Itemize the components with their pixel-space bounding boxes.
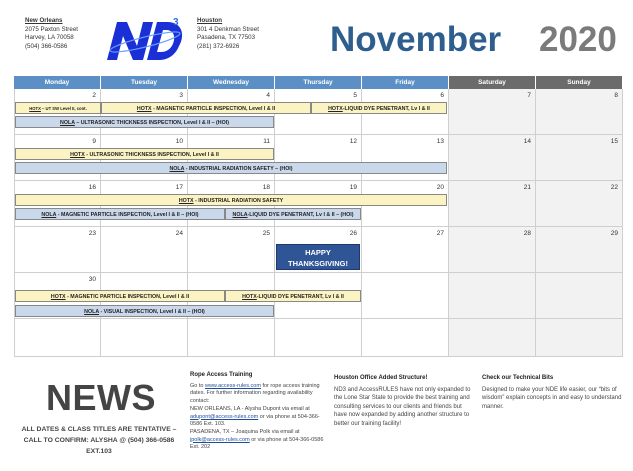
weekday-header: Wednesday	[188, 76, 275, 89]
year-title: 2020	[539, 20, 617, 59]
holiday-line: HAPPY	[305, 248, 331, 257]
day-cell[interactable]	[188, 319, 275, 357]
day-number: 6	[440, 92, 444, 99]
day-number: 20	[436, 184, 444, 191]
day-cell[interactable]	[14, 227, 101, 273]
day-cell[interactable]	[362, 273, 449, 319]
weekday-header: Thursday	[275, 76, 362, 89]
event-location: HOTX	[136, 106, 152, 112]
event-title: – ULTRASONIC THICKNESS INSPECTION, Level I & II – (HOI)	[74, 120, 229, 126]
day-number: 8	[614, 92, 618, 99]
weekday-header: Saturday	[449, 76, 536, 89]
column-heading: Check our Technical Bits	[482, 375, 554, 381]
event-title: - VISUAL INSPECTION, Level I & II – (HOI)	[98, 309, 205, 315]
day-cell[interactable]	[536, 319, 623, 357]
day-number: 21	[523, 184, 531, 191]
day-cell[interactable]	[536, 181, 623, 227]
day-number: 9	[92, 138, 96, 145]
technical-bits-column	[482, 374, 622, 411]
event-bar[interactable]	[15, 305, 274, 317]
weekday-header: Monday	[14, 76, 101, 89]
day-cell[interactable]	[188, 227, 275, 273]
event-location: HOTX	[50, 294, 66, 300]
day-number: 3	[179, 92, 183, 99]
event-title: - INDUSTRIAL RADIATION SAFETY – (HOI)	[184, 166, 293, 172]
event-title: -LIQUID DYE PENETRANT, Lv I & II	[342, 106, 430, 112]
email-link[interactable]: jpolk@access-rules.com	[190, 436, 250, 443]
day-number: 19	[349, 184, 357, 191]
day-cell[interactable]	[362, 319, 449, 357]
day-number: 26	[349, 230, 357, 237]
column-heading: Rope Access Training	[190, 372, 253, 378]
address-line: Pasadena, TX 77503	[197, 34, 256, 42]
day-number: 23	[88, 230, 96, 237]
event-title: - ULTRASONIC THICKNESS INSPECTION, Level I & II	[84, 152, 219, 158]
day-cell[interactable]	[275, 135, 362, 181]
text-span: NEW ORLEANS, LA - Alysha Dupont via email at	[190, 405, 310, 412]
address-line: (504) 366-0586	[25, 42, 68, 50]
news-title: NEWS	[46, 377, 156, 418]
text-span: or via phone at 504-366-0586 Ext. 103.	[190, 413, 320, 428]
day-number: 24	[175, 230, 183, 237]
calendar-grid	[14, 76, 633, 357]
event-bar[interactable]	[15, 102, 101, 114]
column-heading: Houston Office Added Structure!	[334, 375, 428, 381]
event-title: - INDUSTRIAL RADIATION SAFETY	[193, 198, 284, 204]
calendar-week	[14, 89, 633, 135]
event-location: NOLA	[84, 309, 99, 315]
address-line: 301 4 Denkman Street	[197, 25, 259, 33]
event-bar[interactable]	[15, 148, 274, 160]
day-number: 10	[175, 138, 183, 145]
day-cell[interactable]	[536, 135, 623, 181]
event-title: -LIQUID DYE PENETRANT, Lv I & II	[256, 294, 344, 300]
event-title: -LIQUID DYE PENETRANT, Lv I & II – (HOI)	[247, 212, 354, 218]
day-number: 13	[436, 138, 444, 145]
day-cell[interactable]	[536, 227, 623, 273]
day-cell[interactable]	[14, 319, 101, 357]
day-cell[interactable]	[101, 319, 188, 357]
thanksgiving-banner	[276, 244, 360, 270]
new-orleans-address	[25, 17, 78, 51]
news-note: ALL DATES & CLASS TITLES ARE TENTATIVE – CALL TO CONFIRM: ALYSHA @ (504) 366-0586 EXT.103	[21, 426, 177, 455]
column-body: Designed to make your NDE life easier, our “bits of wisdom” explain concepts in and easy to understand manner.	[482, 386, 622, 410]
day-cell[interactable]	[449, 319, 536, 357]
email-link[interactable]: adupont@access-rules.com	[190, 413, 259, 420]
text-span: PASADENA, TX – Joaquina Polk via email at	[190, 428, 300, 435]
address-city: New Orleans	[25, 17, 63, 24]
event-bar[interactable]	[15, 290, 225, 302]
calendar-week	[14, 181, 633, 227]
day-number: 7	[527, 92, 531, 99]
event-bar[interactable]	[15, 194, 447, 206]
event-title: - MAGNETIC PARTICLE INSPECTION, Level I & II	[151, 106, 276, 112]
day-number: 5	[353, 92, 357, 99]
column-body: ND3 and AccessRULES have not only expanded to the Lone Star State to provide the best training and consulting services to our clients and friends but have now expanded by adding another structure to better our training facility!	[334, 386, 471, 427]
day-number: 2	[92, 92, 96, 99]
address-line: 2075 Paxton Street	[25, 25, 78, 33]
holiday-line: THANKSGIVING!	[288, 259, 348, 268]
event-location: NOLA	[169, 166, 185, 172]
event-bar[interactable]	[15, 116, 274, 128]
day-number: 14	[523, 138, 531, 145]
houston-address	[197, 17, 259, 51]
event-location: NOLA	[232, 212, 248, 218]
event-location: NOLA	[60, 120, 75, 126]
day-number: 12	[349, 138, 357, 145]
rope-paragraph	[190, 429, 330, 452]
day-cell[interactable]	[362, 227, 449, 273]
address-line: Harvey, LA 70058	[25, 34, 74, 42]
day-number: 22	[610, 184, 618, 191]
rope-access-column	[190, 372, 330, 452]
month-title: November	[330, 20, 502, 59]
day-number: 17	[175, 184, 183, 191]
event-location: HOTX	[328, 106, 343, 112]
event-location: HOTX	[242, 294, 257, 300]
houston-office-column	[334, 374, 476, 429]
website-link[interactable]: www.access-rules.com	[204, 382, 261, 389]
text-span: or via phone at 504-366-0586 Ext. 202	[190, 436, 324, 451]
day-number: 11	[263, 138, 270, 145]
day-cell[interactable]	[449, 181, 536, 227]
day-number: 4	[266, 92, 270, 99]
weekday-header: Sunday	[536, 76, 623, 89]
day-number: 28	[523, 230, 531, 237]
address-line: (281) 372-6926	[197, 42, 240, 50]
rope-paragraph	[190, 406, 330, 429]
event-bar[interactable]	[311, 102, 447, 114]
event-bar[interactable]	[101, 102, 311, 114]
day-cell[interactable]	[275, 319, 362, 357]
text-span: Go to	[190, 382, 205, 389]
event-title: – UT SW Level II, cont.	[40, 106, 87, 111]
calendar-week	[14, 135, 633, 181]
event-location: HOTX	[178, 198, 194, 204]
event-location: NOLA	[41, 212, 57, 218]
weekday-header: Friday	[362, 76, 449, 89]
event-bar[interactable]	[225, 290, 361, 302]
weekday-header: Tuesday	[101, 76, 188, 89]
event-bar[interactable]	[15, 208, 225, 220]
event-bar[interactable]	[225, 208, 361, 220]
day-number: 18	[262, 184, 270, 191]
nd3-logo	[103, 14, 185, 66]
day-cell[interactable]	[449, 227, 536, 273]
text-span: for rope access training dates. For further information regarding availability contact:	[190, 382, 320, 405]
rope-paragraph	[190, 383, 330, 406]
day-number: 25	[262, 230, 270, 237]
day-cell[interactable]	[449, 135, 536, 181]
calendar-week	[14, 227, 633, 273]
day-number: 29	[610, 230, 618, 237]
day-cell[interactable]	[536, 273, 623, 319]
calendar-week	[14, 273, 633, 319]
weekday-header-row	[14, 76, 633, 89]
event-title: - MAGNETIC PARTICLE INSPECTION, Level I & II – (HOI)	[56, 212, 199, 218]
event-title: - MAGNETIC PARTICLE INSPECTION, Level I & II	[65, 294, 190, 300]
day-number: 15	[610, 138, 618, 145]
calendar-week	[14, 319, 633, 357]
event-bar[interactable]	[15, 162, 447, 174]
event-location: HOTX	[29, 106, 41, 111]
day-cell[interactable]	[449, 89, 536, 135]
day-cell[interactable]	[362, 135, 449, 181]
day-cell[interactable]	[449, 273, 536, 319]
address-city: Houston	[197, 17, 223, 24]
logo-superscript: 3	[173, 17, 179, 28]
event-location: HOTX	[70, 152, 85, 158]
day-number: 27	[436, 230, 444, 237]
day-number: 30	[88, 276, 96, 283]
day-number: 16	[88, 184, 96, 191]
day-cell[interactable]	[536, 89, 623, 135]
day-cell[interactable]	[101, 227, 188, 273]
